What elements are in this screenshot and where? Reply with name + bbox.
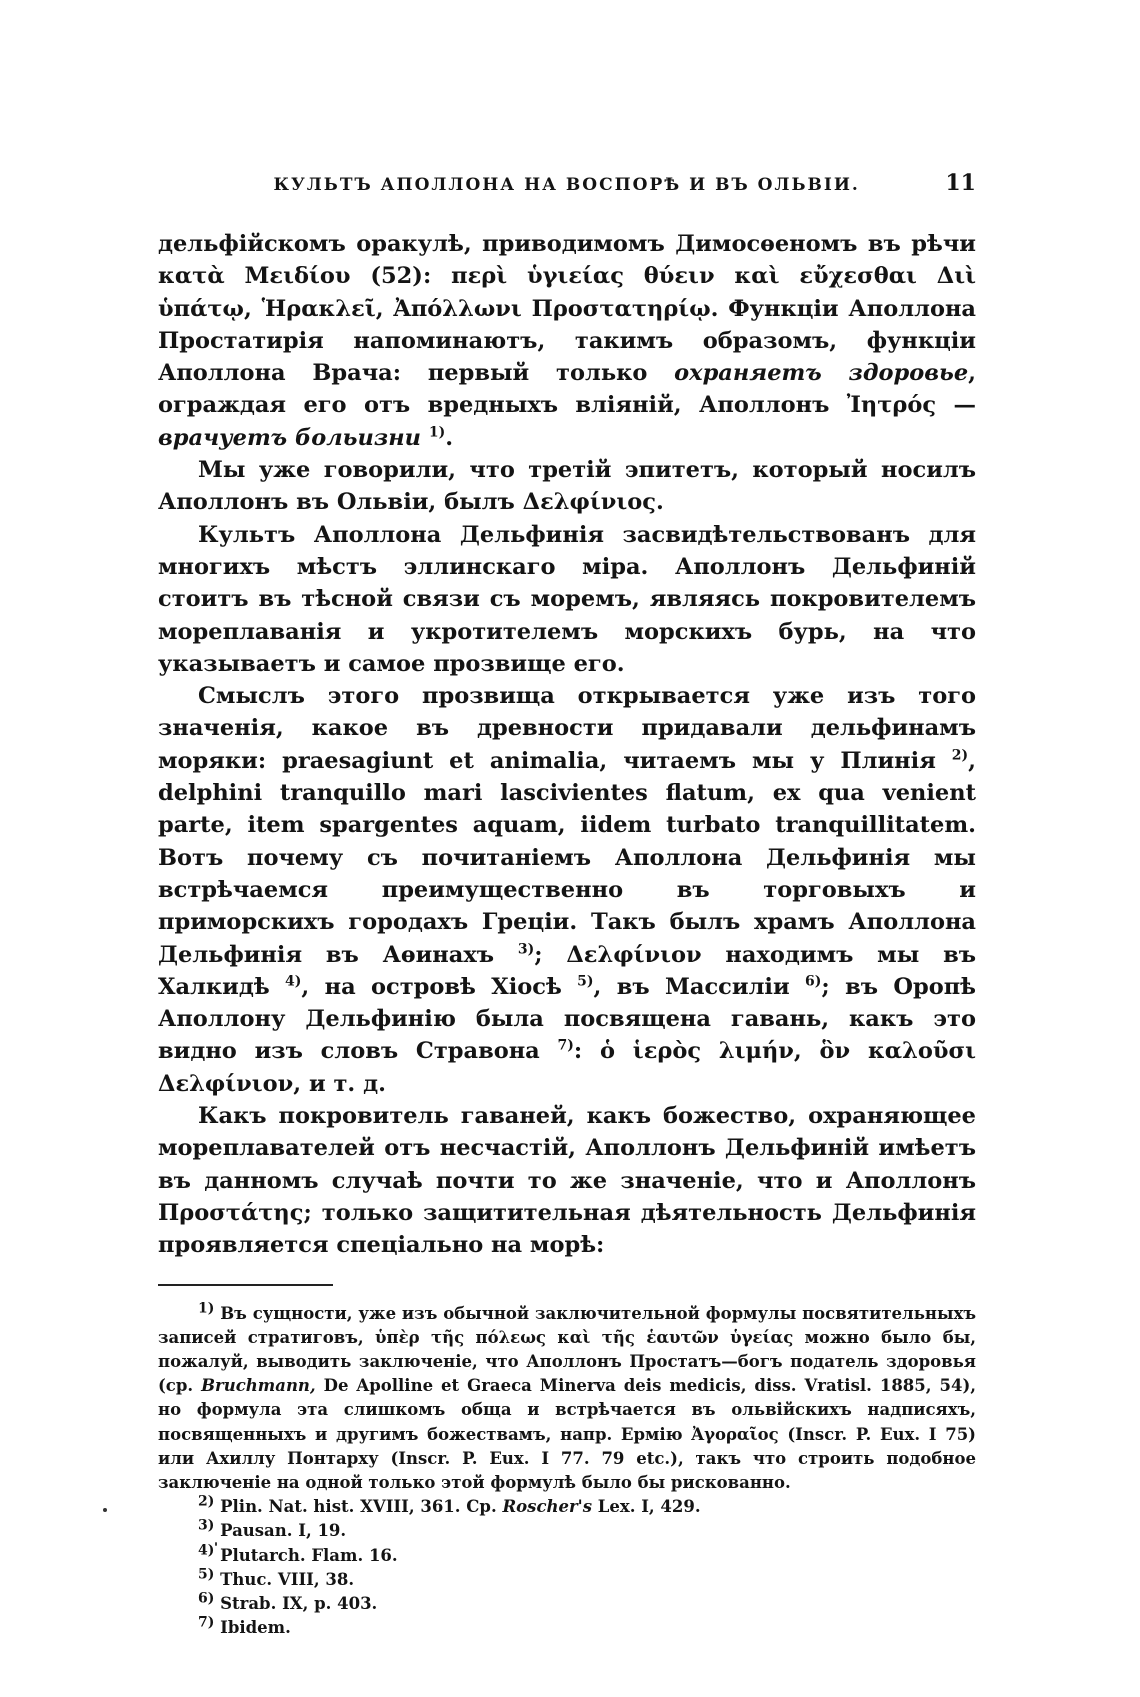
footnote bbox=[158, 1519, 976, 1543]
footnote-marker: 5) bbox=[577, 973, 594, 990]
footnote bbox=[158, 1302, 976, 1496]
footnote-marker: 2) bbox=[198, 1493, 215, 1510]
footnote-marker: 4) bbox=[198, 1542, 215, 1559]
text-run: , ограждая его отъ вредныхъ вліяній, Аполлонъ Ἰητρός — bbox=[158, 360, 976, 419]
footnote-marker: 4) bbox=[285, 973, 302, 990]
text-run: ; Δελφίνιον находимъ мы въ Халкидѣ bbox=[158, 941, 976, 1000]
italic-text: Roscher's bbox=[502, 1497, 593, 1517]
footnote bbox=[158, 1568, 976, 1592]
text-run: Мы уже говорили, что третій эпитетъ, который носилъ Аполлонъ въ Ольвіи, былъ Δελφίνιος. bbox=[158, 457, 976, 516]
footnote-marker: 3) bbox=[517, 941, 535, 958]
footnote bbox=[158, 1495, 976, 1519]
text-run: : ὁ ἱερὸς λιμήν, ὃν καλοῦσι Δελφίνιον, и т. д. bbox=[158, 1038, 976, 1097]
text-run: Pausan. I, 19. bbox=[214, 1521, 347, 1541]
footnotes bbox=[158, 1302, 976, 1641]
footnote bbox=[158, 1616, 976, 1640]
paragraph bbox=[158, 519, 976, 680]
footnote-marker: 6) bbox=[805, 973, 822, 990]
text-run: Lex. I, 429. bbox=[592, 1497, 701, 1517]
footnote-marker: 2) bbox=[951, 747, 969, 764]
text-run: Культъ Аполлона Дельфинія засвидѣтельствованъ для многихъ мѣстъ эллинскаго міра. Аполлонъ Дельфиній стоитъ въ тѣсной связи съ моремъ, являясь покровителемъ мореплаванія и укротителемъ морскихъ бурь, на что указываетъ и самое прозвище его. bbox=[158, 521, 976, 677]
text-run: Ibidem. bbox=[214, 1618, 291, 1638]
text-run: , delphini tranquillo mari lascivientes flatum, ex qua venient parte, item spargentes aquam, iidem turbato tranquillitatem. Вотъ почему съ почитаніемъ Аполлона Дельфинія мы встрѣчаемся преимущественно въ торговыхъ и приморскихъ городахъ Греціи. Такъ былъ храмъ Аполлона Дельфинія въ Аѳинахъ bbox=[158, 747, 976, 968]
footnote-marker: 1) bbox=[198, 1300, 215, 1316]
text-run: Въ сущности, уже изъ обычной заключительной формулы посвятительныхъ записей стратиговъ, ὑπὲρ τῆς πόλεως καὶ τῆς ἑαυτῶν ὑγείας можно было бы, пожалуй, выводить заключеніе, что Аполлонъ Простатъ—богъ податель здоровья (ср. bbox=[158, 1303, 976, 1396]
footnote-marker: 7) bbox=[198, 1614, 215, 1631]
page-number: 11 bbox=[945, 170, 976, 196]
footnote bbox=[158, 1592, 976, 1616]
footnote-rule bbox=[158, 1284, 333, 1286]
text-run bbox=[421, 425, 429, 451]
footnote-marker: 5) bbox=[198, 1566, 215, 1583]
footnote-marker: 6) bbox=[198, 1590, 215, 1607]
running-head: КУЛЬТЪ АПОЛЛОНА НА ВОСПОРѢ И ВЪ ОЛЬВІИ. bbox=[273, 175, 860, 195]
footnote-marker: 3) bbox=[198, 1517, 215, 1534]
page bbox=[158, 170, 976, 1640]
paragraph bbox=[158, 454, 976, 519]
page-speck bbox=[103, 1508, 107, 1512]
text-run: Смыслъ этого прозвища открывается уже изъ того значенія, какое въ древности придавали дельфинамъ моряки: praesagiunt et animalia, читаемъ мы у Плинія bbox=[158, 683, 976, 774]
text-run: , въ Массиліи bbox=[593, 973, 806, 1000]
text-run: . bbox=[445, 424, 454, 451]
text-run: ; въ Оропѣ Аполлону Дельфинію была посвящена гавань, какъ это видно изъ словъ Стравона bbox=[158, 973, 976, 1065]
italic-text: врачуетъ больизни bbox=[158, 424, 421, 451]
footnote-marker: 7) bbox=[557, 1037, 574, 1054]
paragraph bbox=[158, 680, 976, 1100]
paragraph bbox=[158, 1100, 976, 1261]
paragraph bbox=[158, 228, 976, 454]
text-run: Strab. IX, p. 403. bbox=[214, 1593, 378, 1613]
text-run: De Apolline et Graeca Minerva deis medicis, diss. Vratisl. 1885, 54), но формула эта слишкомъ обща и встрѣчается въ ольвійскихъ надписяхъ, посвященныхъ и другимъ божествамъ, напр. Ермію Ἀγοραῖος (Inscr. P. Eux. I 75) или Ахиллу Понтарху (Inscr. P. Eux. I 77. 79 etc.), такъ что строить подобное заключеніе на одной только этой формулѣ было бы рискованно. bbox=[158, 1376, 976, 1492]
text-run: дельфійскомъ оракулѣ, приводимомъ Димосѳеномъ въ рѣчи κατὰ Μειδίου (52): περὶ ὑγιείας θύειν καὶ εὔχεσθαι Διὶ ὑπάτῳ, Ἡρακλεῖ, Ἀπόλλωνι Προστατηρίῳ. Функціи Аполлона Простатирія напоминаютъ, такимъ образомъ, функціи Аполлона Врача: первый только bbox=[158, 231, 976, 387]
text-run: Plutarch. Flam. 16. bbox=[214, 1545, 398, 1565]
footnote-marker: 1) bbox=[428, 424, 446, 441]
page-header bbox=[158, 170, 976, 214]
body-text bbox=[158, 228, 976, 1262]
text-run: Plin. Nat. hist. XVIII, 361. Cp. bbox=[214, 1497, 503, 1517]
footnote bbox=[158, 1544, 976, 1568]
italic-text: охраняетъ здоровье bbox=[674, 360, 969, 387]
text-run: Thuc. VIII, 38. bbox=[214, 1569, 355, 1589]
italic-text: Bruchmann, bbox=[201, 1376, 316, 1396]
text-run: , на островѣ Хіосѣ bbox=[301, 973, 578, 1000]
text-run: Какъ покровитель гаваней, какъ божество, охраняющее мореплавателей отъ несчастій, Аполлонъ Дельфиній имѣетъ въ данномъ случаѣ почти то же значеніе, что и Аполлонъ Προστάτης; только защитительная дѣятельность Дельфинія проявляется спеціально на морѣ: bbox=[158, 1103, 976, 1259]
